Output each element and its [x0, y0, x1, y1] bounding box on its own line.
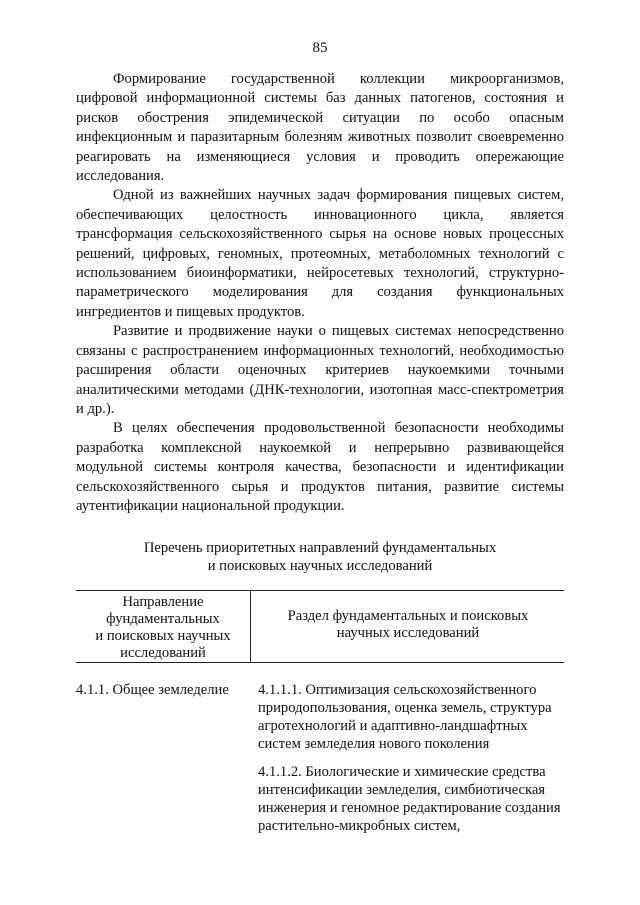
table-header-rule: [76, 662, 564, 663]
paragraph: Одной из важнейших научных задач формирования пищевых систем, обеспечивающих целостность инновационного цикла, является трансформация сельскохозяйственного сырья на основе новых процессных решений, цифровых, геномных, протеомных, метаболомных технологий с использованием биоинформатики, нейросетевых технологий, структурно-параметрического моделирования для создания функциональных ингредиентов и пищевых продуктов.: [76, 187, 564, 320]
section-entry: 4.1.1.2. Биологические и химические средства интенсификации земледелия, симбиотическая инженерия и геномное редактирование создания растительно-микробных систем,: [258, 764, 561, 834]
paragraph: Формирование государственной коллекции микроорганизмов, цифровой информационной системы баз данных патогенов, состояния и рисков обострения эпидемической ситуации по особо опасным инфекционным и паразитарным болезням животных позволит своевременно реагировать на изменяющиеся условия и проводить опережающие исследования.: [76, 71, 564, 185]
caption-line: Перечень приоритетных направлений фундаментальных: [143, 540, 497, 556]
table-column-divider: [250, 590, 251, 662]
table-top-rule: [76, 590, 564, 591]
table-header-section: [252, 608, 564, 642]
paragraph: Развитие и продвижение науки о пищевых системах непосредственно связаны с распространением информационных технологий, необходимостью расширения области оценочных критериев наукоемкими точными аналитическими методами (ДНК-технологии, изотопная масс-спектрометрия и др.).: [76, 323, 564, 417]
table-cell-sections: [258, 681, 564, 845]
section-entry: 4.1.1.1. Оптимизация сельскохозяйственного природопользования, оценка земель, структура агротехнологий и адаптивно-ландшафтных систем земледелия нового поколения: [258, 682, 552, 752]
header-line: и поисковых научных: [95, 628, 231, 644]
page-number: 85: [312, 40, 328, 56]
caption-line: и поисковых научных исследований: [207, 558, 433, 574]
header-line: Направление: [122, 594, 204, 610]
header-line: Раздел фундаментальных и поисковых: [287, 608, 529, 624]
table-header-direction: [76, 594, 250, 662]
header-line: исследований: [120, 645, 206, 661]
body-text: [76, 70, 564, 516]
paragraph: В целях обеспечения продовольственной безопасности необходимы разработка комплексной наукоемкой и непрерывно развивающейся модульной системы контроля качества, безопасности и идентификации сельскохозяйственного сырья и продуктов питания, развитие системы аутентификации национальной продукции.: [76, 420, 564, 514]
header-line: фундаментальных: [106, 611, 220, 627]
table-caption: [76, 539, 564, 575]
table-cell-direction: 4.1.1. Общее земледелие: [76, 682, 229, 698]
header-line: научных исследований: [336, 625, 480, 641]
